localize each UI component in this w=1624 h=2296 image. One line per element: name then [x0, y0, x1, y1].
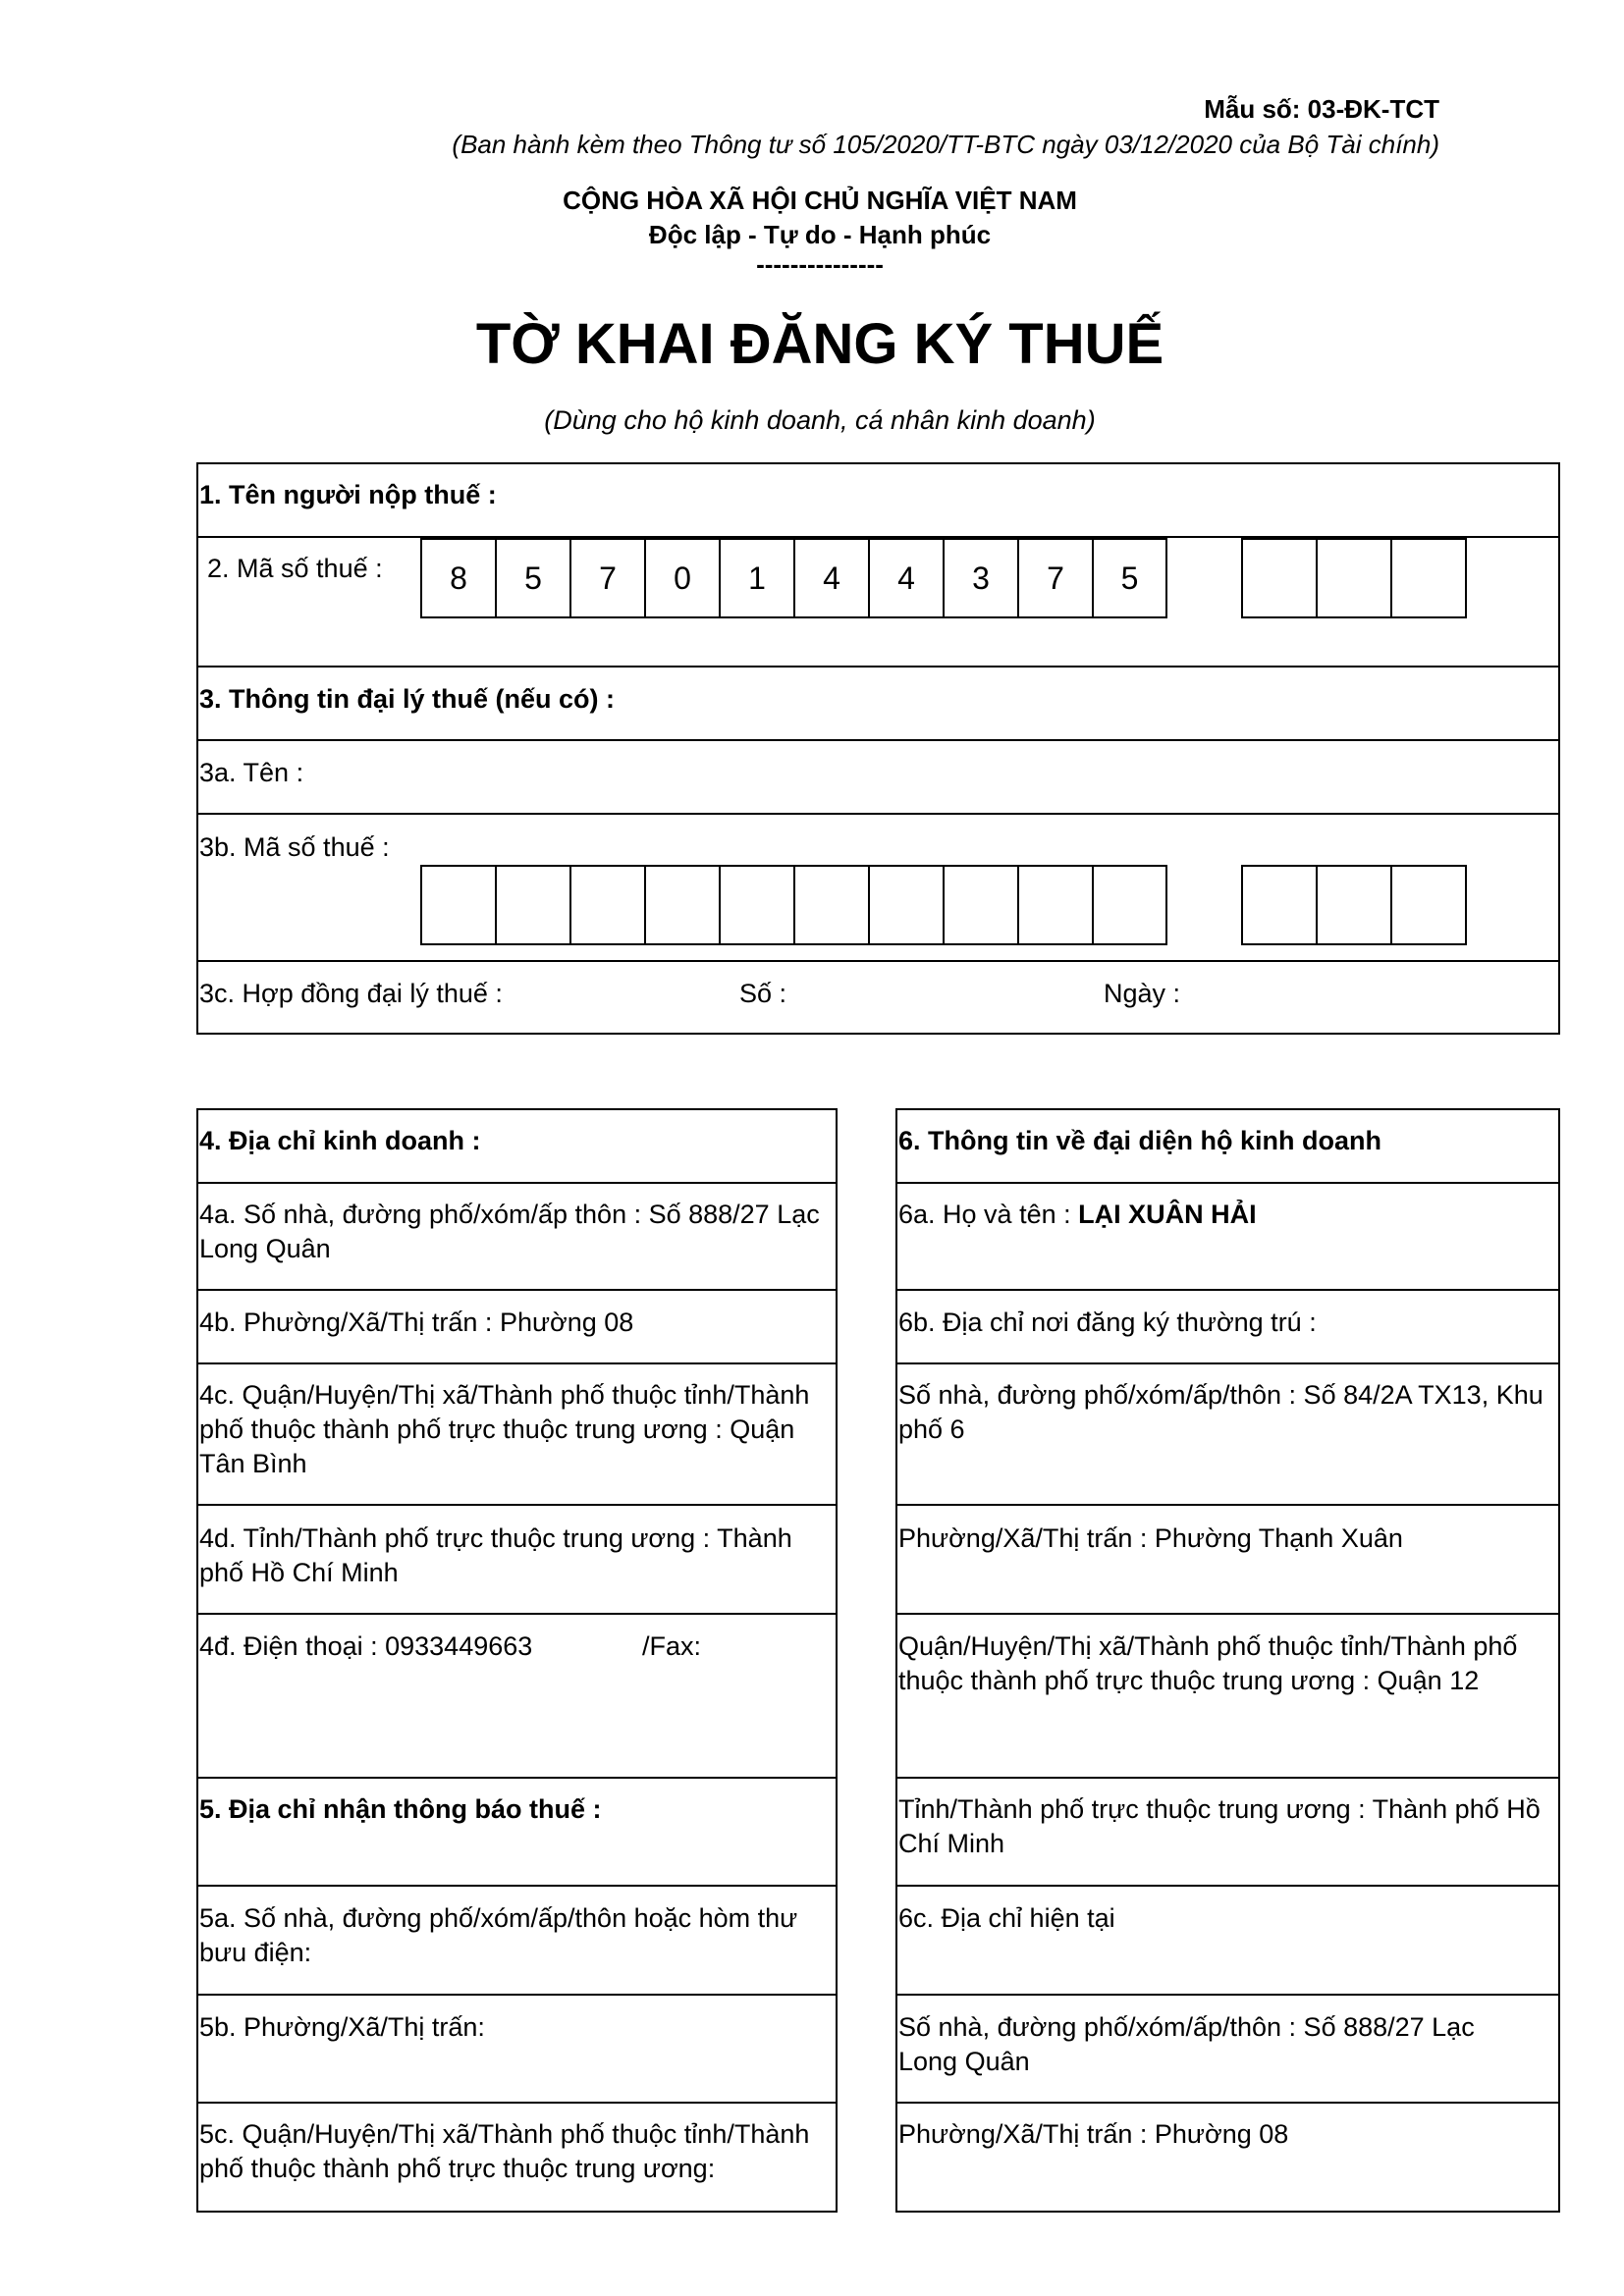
- tax-code-digit: 5: [497, 540, 571, 616]
- separator: ---------------: [756, 249, 884, 279]
- tax-code-digit: 0: [646, 540, 721, 616]
- form-code: Mẫu số: 03-ĐK-TCT: [1204, 94, 1439, 124]
- current-address-heading: 6c. Địa chỉ hiện tại: [898, 1903, 1115, 1933]
- representative-name-label: 6a. Họ và tên :: [898, 1200, 1071, 1229]
- tax-code-digit: 4: [870, 540, 945, 616]
- agent-tax-code-suffix-boxes[interactable]: [1241, 865, 1467, 945]
- agent-contract-date-label: Ngày :: [1104, 979, 1181, 1008]
- agent-tax-code-digit[interactable]: [646, 867, 721, 943]
- agent-tax-code-digit[interactable]: [1019, 867, 1094, 943]
- tax-code-digit: 1: [721, 540, 795, 616]
- tax-code-suffix-digit: [1392, 540, 1465, 616]
- tax-agent-heading: 3. Thông tin đại lý thuế (nếu có) :: [199, 684, 615, 714]
- tax-code-digit: 7: [1019, 540, 1094, 616]
- permanent-province: Tỉnh/Thành phố trực thuộc trung ương : Thành phố Hồ Chí Minh: [898, 1794, 1541, 1858]
- agent-tax-code-digit[interactable]: [721, 867, 795, 943]
- agent-contract-label: 3c. Hợp đồng đại lý thuế :: [199, 979, 503, 1008]
- page-title: TỜ KHAI ĐĂNG KÝ THUẾ: [475, 312, 1164, 376]
- permanent-street: Số nhà, đường phố/xóm/ấp/thôn : Số 84/2A TX13, Khu phố 6: [898, 1380, 1543, 1444]
- agent-contract-number-label: Số :: [739, 979, 787, 1008]
- motto: Độc lập - Tự do - Hạnh phúc: [648, 220, 992, 249]
- tax-code-digit: 5: [1120, 560, 1139, 596]
- agent-tax-code-suffix-digit[interactable]: [1392, 867, 1465, 943]
- tax-code-boxes: [420, 538, 1167, 618]
- tax-code-suffix-boxes: [1241, 538, 1467, 618]
- representative-name: [898, 1198, 1554, 1232]
- agent-tax-code-digit[interactable]: [795, 867, 870, 943]
- permanent-address-heading: 6b. Địa chỉ nơi đăng ký thường trú :: [898, 1308, 1317, 1337]
- business-address-heading: 4. Địa chỉ kinh doanh :: [199, 1126, 481, 1155]
- business-province: 4d. Tỉnh/Thành phố trực thuộc trung ương : Thành phố Hồ Chí Minh: [199, 1523, 792, 1587]
- agent-tax-code-digit[interactable]: [497, 867, 571, 943]
- representative-heading: 6. Thông tin về đại diện hộ kinh doanh: [898, 1126, 1381, 1155]
- tax-code-suffix-digit: [1318, 540, 1392, 616]
- current-ward: Phường/Xã/Thị trấn : Phường 08: [898, 2119, 1289, 2149]
- agent-tax-code-digit[interactable]: [870, 867, 945, 943]
- notice-ward: 5b. Phường/Xã/Thị trấn:: [199, 2012, 485, 2042]
- agent-tax-code-digit[interactable]: [1094, 867, 1165, 943]
- business-ward: 4b. Phường/Xã/Thị trấn : Phường 08: [199, 1308, 634, 1337]
- current-street: Số nhà, đường phố/xóm/ấp/thôn : Số 888/27 Lạc Long Quân: [898, 2012, 1475, 2076]
- agent-tax-code-boxes[interactable]: [420, 865, 1167, 945]
- tax-agent-name-label: 3a. Tên :: [199, 758, 304, 787]
- tax-code-suffix-digit: [1243, 540, 1318, 616]
- agent-tax-code-digit[interactable]: [422, 867, 497, 943]
- business-phone: 4đ. Điện thoại : 0933449663: [199, 1631, 533, 1661]
- notice-address-heading: 5. Địa chỉ nhận thông báo thuế :: [199, 1794, 602, 1824]
- permanent-district: Quận/Huyện/Thị xã/Thành phố thuộc tỉnh/Thành phố thuộc thành phố trực thuộc trung ương : Quận 12: [898, 1631, 1518, 1695]
- business-district: 4c. Quận/Huyện/Thị xã/Thành phố thuộc tỉnh/Thành phố thuộc thành phố trực thuộc trung ương : Quận Tân Bình: [199, 1380, 810, 1478]
- taxpayer-name-label: 1. Tên người nộp thuế :: [199, 480, 497, 509]
- agent-tax-code-digit[interactable]: [945, 867, 1019, 943]
- issued-note: (Ban hành kèm theo Thông tư số 105/2020/TT-BTC ngày 03/12/2020 của Bộ Tài chính): [452, 130, 1439, 159]
- tax-agent-code-label: 3b. Mã số thuế :: [199, 832, 390, 862]
- tax-code-digit: 7: [571, 540, 646, 616]
- representative-name-value: LẠI XUÂN HẢI: [1078, 1200, 1257, 1229]
- agent-tax-code-digit[interactable]: [571, 867, 646, 943]
- tax-code-digit: 3: [945, 540, 1019, 616]
- agent-tax-code-suffix-digit[interactable]: [1243, 867, 1318, 943]
- business-street: 4a. Số nhà, đường phố/xóm/ấp thôn : Số 888/27 Lạc Long Quân: [199, 1200, 820, 1263]
- agent-tax-code-suffix-digit[interactable]: [1318, 867, 1392, 943]
- notice-street: 5a. Số nhà, đường phố/xóm/ấp/thôn hoặc hòm thư bưu điện:: [199, 1903, 798, 1967]
- permanent-ward: Phường/Xã/Thị trấn : Phường Thạnh Xuân: [898, 1523, 1403, 1553]
- nation-name: CỘNG HÒA XÃ HỘI CHỦ NGHĨA VIỆT NAM: [563, 186, 1077, 215]
- notice-district: 5c. Quận/Huyện/Thị xã/Thành phố thuộc tỉnh/Thành phố thuộc thành phố trực thuộc trung ương:: [199, 2119, 810, 2183]
- business-fax-label: /Fax:: [642, 1631, 702, 1661]
- tax-code-label: 2. Mã số thuế :: [207, 554, 383, 583]
- tax-code-digit: 4: [795, 540, 870, 616]
- page-subtitle: (Dùng cho hộ kinh doanh, cá nhân kinh doanh): [544, 405, 1096, 435]
- tax-code-digit: 8: [422, 540, 497, 616]
